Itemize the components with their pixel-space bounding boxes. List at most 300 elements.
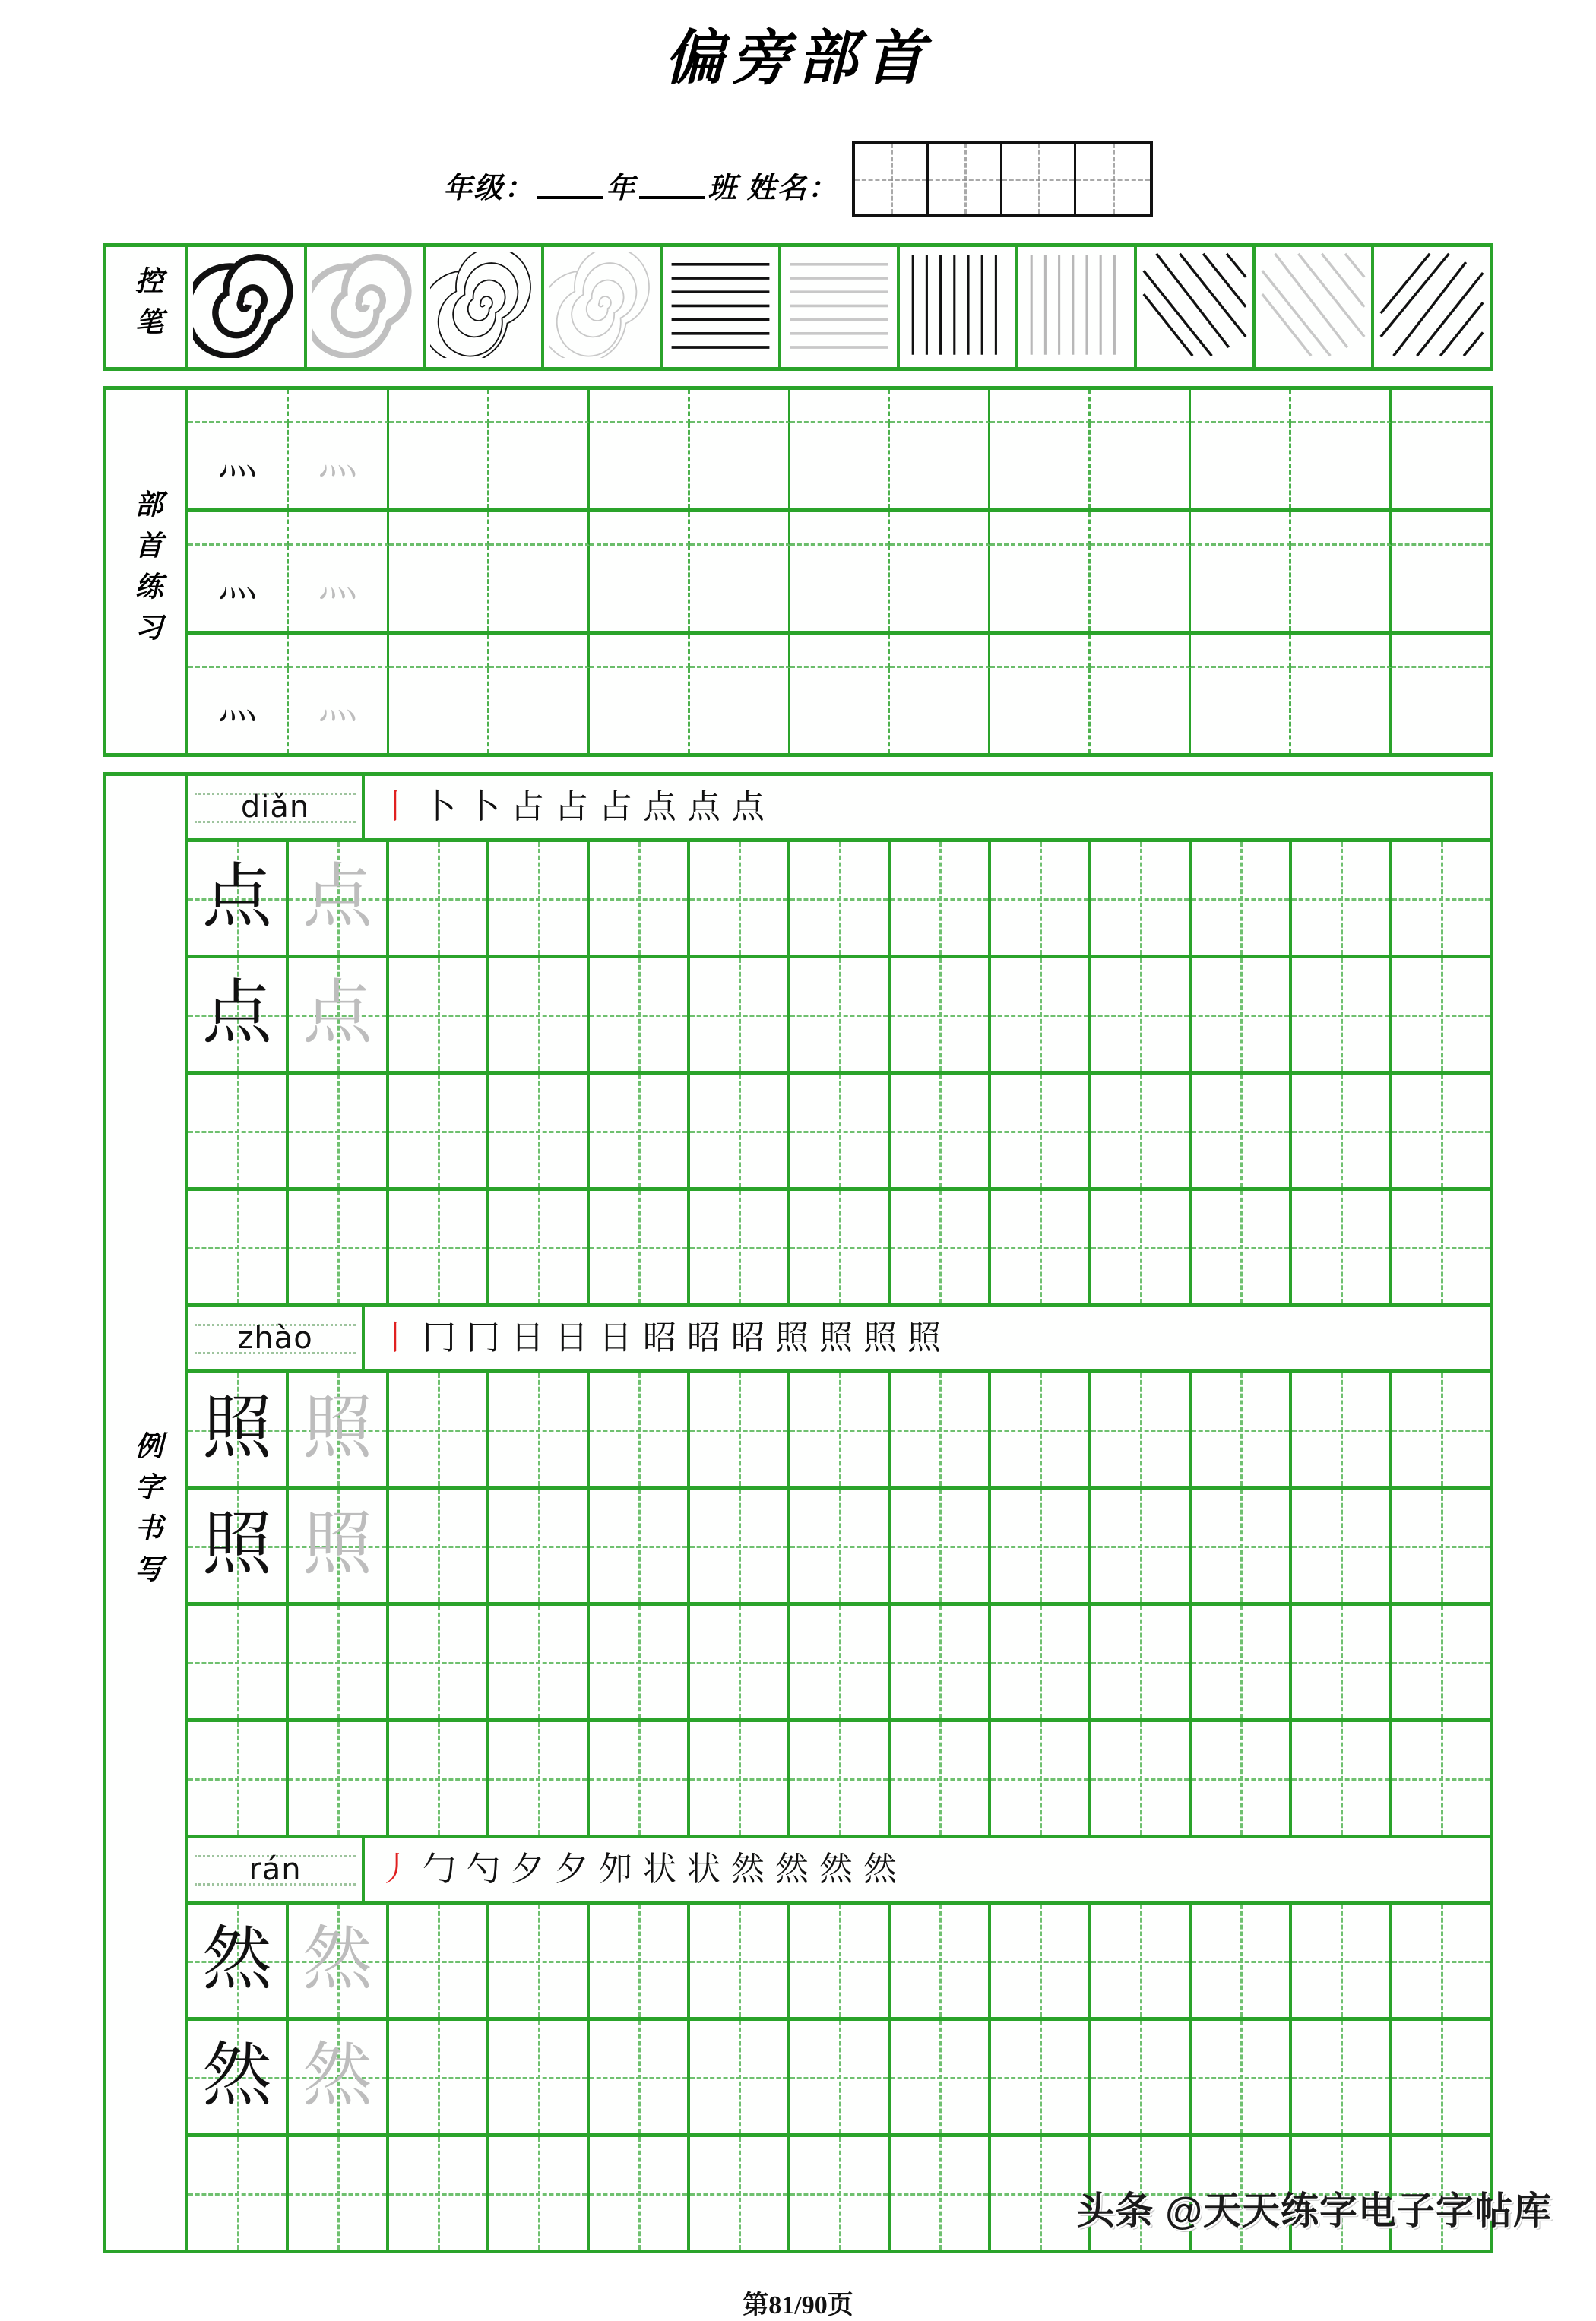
char-cell[interactable]	[389, 2021, 489, 2133]
radical-cell[interactable]	[1291, 635, 1392, 668]
radical-cell[interactable]	[790, 512, 891, 546]
radical-cell[interactable]	[590, 512, 690, 546]
char-practice-row	[188, 958, 1490, 1071]
radical-cell[interactable]	[1291, 390, 1392, 423]
radical-cell[interactable]	[890, 668, 990, 753]
char-cell[interactable]	[590, 2137, 690, 2250]
char-cell[interactable]	[1192, 1905, 1292, 2017]
pen-cell-diagonal-back-dark[interactable]	[1137, 247, 1256, 367]
radical-cell[interactable]	[289, 390, 389, 423]
radical-cell[interactable]	[690, 512, 790, 546]
char-glyph-dark: 然	[201, 2037, 272, 2114]
char-cell[interactable]	[690, 1722, 790, 1835]
spiral-fine-dark-icon	[430, 252, 537, 358]
page-title: 偏旁部首	[663, 25, 932, 91]
stroke-order-row-zhao	[188, 1307, 1490, 1373]
char-practice-row	[188, 1373, 1490, 1486]
char-cell[interactable]	[1292, 1490, 1392, 1602]
radical-cell[interactable]	[489, 546, 590, 631]
char-cell[interactable]	[1091, 1722, 1192, 1835]
char-cell[interactable]	[489, 1490, 590, 1602]
radical-cell[interactable]	[1191, 512, 1291, 546]
char-cell-trace[interactable]	[289, 958, 389, 1071]
char-cell-model[interactable]	[188, 958, 289, 1071]
example-writing-label-text: 例字书写	[130, 1430, 161, 1595]
char-blank-row	[188, 1722, 1490, 1835]
radical-cell[interactable]	[1392, 390, 1490, 423]
pen-control-block	[103, 243, 1493, 371]
char-cell[interactable]	[590, 1373, 690, 1486]
radical-cell[interactable]	[990, 668, 1091, 753]
pen-cell-diagonal-fwd-dark[interactable]	[1374, 247, 1490, 367]
radical-cell[interactable]	[890, 512, 990, 546]
char-blank-group	[188, 1191, 1490, 1307]
char-cell[interactable]	[1392, 1722, 1490, 1835]
char-cell[interactable]	[790, 1722, 891, 1835]
stroke-step: 卜	[423, 788, 456, 825]
stroke-step: 然	[863, 1851, 897, 1888]
radical-cell[interactable]	[690, 668, 790, 753]
char-cell[interactable]	[1392, 958, 1490, 1071]
char-cell[interactable]	[1091, 842, 1192, 955]
char-cell[interactable]	[289, 1722, 389, 1835]
char-cell[interactable]	[489, 1373, 590, 1486]
radical-cell[interactable]	[1392, 546, 1490, 631]
char-cell[interactable]	[489, 2137, 590, 2250]
stroke-step: 占	[511, 788, 544, 825]
radical-cell[interactable]	[1191, 423, 1291, 508]
radical-cell[interactable]	[1291, 423, 1392, 508]
name-cell[interactable]	[929, 144, 1002, 214]
char-cell[interactable]	[991, 1075, 1091, 1187]
char-cell[interactable]	[389, 2137, 489, 2250]
char-cell[interactable]	[1192, 1722, 1292, 1835]
char-cell[interactable]	[690, 2021, 790, 2133]
char-cell[interactable]	[289, 2137, 389, 2250]
radical-cell[interactable]	[590, 390, 690, 423]
radical-cell[interactable]	[790, 635, 891, 668]
radical-cell[interactable]	[590, 668, 690, 753]
radical-cell[interactable]	[690, 423, 790, 508]
char-cell[interactable]	[590, 2021, 690, 2133]
char-cell-model[interactable]	[188, 2021, 289, 2133]
spiral-thick-dark-icon	[193, 252, 299, 358]
char-practice-group-zhao	[188, 1373, 1490, 1490]
pinyin-cell-zhao	[188, 1307, 365, 1369]
char-cell[interactable]	[991, 1606, 1091, 1718]
char-cell-model[interactable]	[188, 1905, 289, 2017]
name-cell[interactable]	[855, 144, 929, 214]
radical-glyph-faint: 灬	[318, 684, 358, 727]
char-cell[interactable]	[489, 1905, 590, 2017]
radical-cell-trace[interactable]	[289, 668, 389, 753]
radical-cell[interactable]	[690, 390, 790, 423]
char-cell[interactable]	[289, 1075, 389, 1187]
name-boxes[interactable]	[852, 141, 1153, 217]
char-cell[interactable]	[790, 1905, 891, 2017]
radical-glyph-dark: 灬	[217, 439, 258, 483]
stroke-step: 照	[819, 1319, 853, 1357]
char-cell[interactable]	[1091, 1606, 1192, 1718]
char-cell[interactable]	[790, 2021, 891, 2133]
watermark: 头条 @天天练字电子字帖库	[1076, 2190, 1552, 2232]
stroke-step: 勺	[467, 1851, 500, 1888]
char-cell[interactable]	[891, 842, 991, 955]
char-cell[interactable]	[1392, 1905, 1490, 2017]
char-cell[interactable]	[1392, 1075, 1490, 1187]
char-cell[interactable]	[1292, 2021, 1392, 2133]
radical-cell[interactable]	[990, 423, 1091, 508]
stroke-step: 然	[731, 1851, 765, 1888]
horizontal-lines-dark-icon	[667, 252, 774, 358]
char-practice-row	[188, 1490, 1490, 1602]
example-writing-block	[103, 772, 1493, 2253]
char-cell[interactable]	[1091, 1905, 1192, 2017]
char-cell[interactable]	[891, 958, 991, 1071]
char-cell[interactable]	[891, 1373, 991, 1486]
stroke-step: 照	[775, 1319, 809, 1357]
diagonal-back-dark-icon	[1142, 252, 1248, 358]
char-cell[interactable]	[790, 1373, 891, 1486]
char-cell[interactable]	[188, 2137, 289, 2250]
char-cell[interactable]	[690, 1606, 790, 1718]
radical-cell[interactable]	[790, 668, 891, 753]
stroke-step: 昭	[687, 1319, 720, 1357]
char-cell[interactable]	[489, 2021, 590, 2133]
radical-cell[interactable]	[790, 390, 891, 423]
radical-cell[interactable]	[389, 512, 489, 546]
char-glyph-dark: 然	[201, 1920, 272, 1998]
char-cell[interactable]	[389, 1191, 489, 1303]
radical-cell[interactable]	[990, 512, 1091, 546]
radical-cell[interactable]	[1392, 512, 1490, 546]
grade-blank[interactable]	[537, 196, 603, 199]
char-cell[interactable]	[188, 1191, 289, 1303]
radical-cell[interactable]	[990, 390, 1091, 423]
char-cell[interactable]	[389, 1075, 489, 1187]
char-cell[interactable]	[1192, 2021, 1292, 2133]
radical-cell[interactable]	[590, 546, 690, 631]
char-cell[interactable]	[289, 1191, 389, 1303]
char-glyph-faint: 然	[302, 1920, 372, 1998]
radical-cell-trace[interactable]	[289, 423, 389, 508]
char-cell-model[interactable]	[188, 1490, 289, 1602]
char-cell[interactable]	[489, 1722, 590, 1835]
radical-cell[interactable]	[790, 423, 891, 508]
radical-cell-trace[interactable]	[289, 546, 389, 631]
char-cell[interactable]	[389, 1490, 489, 1602]
radical-cell[interactable]	[1191, 390, 1291, 423]
char-cell-trace[interactable]	[289, 2021, 389, 2133]
char-glyph-dark: 照	[201, 1506, 272, 1583]
radical-cell[interactable]	[990, 546, 1091, 631]
radical-cell[interactable]	[1091, 668, 1191, 753]
stroke-step: 丨	[378, 1319, 412, 1357]
char-cell[interactable]	[1392, 1606, 1490, 1718]
radical-cell[interactable]	[489, 668, 590, 753]
spiral-fine-faint-icon	[549, 252, 655, 358]
radical-cell[interactable]	[489, 390, 590, 423]
char-cell[interactable]	[389, 1722, 489, 1835]
char-cell[interactable]	[790, 1075, 891, 1187]
char-cell[interactable]	[991, 1191, 1091, 1303]
char-blank-row	[188, 1606, 1490, 1718]
radical-cell[interactable]	[590, 635, 690, 668]
radical-cell[interactable]	[1392, 668, 1490, 753]
radical-cell[interactable]	[790, 546, 891, 631]
radical-cell[interactable]	[1291, 546, 1392, 631]
spiral-thick-faint-icon	[312, 252, 418, 358]
radical-cell[interactable]	[389, 668, 489, 753]
char-cell[interactable]	[1392, 1373, 1490, 1486]
radical-cell[interactable]	[188, 390, 289, 423]
radical-cell[interactable]	[489, 512, 590, 546]
radical-upper-band	[188, 390, 1490, 423]
char-cell[interactable]	[1392, 1490, 1490, 1602]
char-cell[interactable]	[790, 842, 891, 955]
char-cell[interactable]	[690, 1905, 790, 2017]
char-cell-trace[interactable]	[289, 1373, 389, 1486]
pen-cell-spiral-thick-faint[interactable]	[307, 247, 426, 367]
char-cell[interactable]	[1091, 1490, 1192, 1602]
char-cell[interactable]	[389, 842, 489, 955]
char-cell[interactable]	[991, 1490, 1091, 1602]
char-cell[interactable]	[590, 958, 690, 1071]
pinyin-cell-ran	[188, 1838, 365, 1901]
radical-cell[interactable]	[289, 635, 389, 668]
stroke-step: 日	[555, 1319, 588, 1357]
radical-cell-model[interactable]	[188, 668, 289, 753]
stroke-step: 点	[731, 788, 765, 825]
char-cell-model[interactable]	[188, 842, 289, 955]
radical-cell[interactable]	[1291, 512, 1392, 546]
char-cell[interactable]	[489, 1075, 590, 1187]
student-meta-row	[0, 141, 1596, 217]
char-cell[interactable]	[690, 1191, 790, 1303]
char-cell[interactable]	[790, 2137, 891, 2250]
radical-cell[interactable]	[188, 512, 289, 546]
char-glyph-faint: 照	[302, 1506, 372, 1583]
char-cell[interactable]	[1392, 2021, 1490, 2133]
char-cell[interactable]	[489, 958, 590, 1071]
char-cell[interactable]	[1292, 1191, 1392, 1303]
char-cell[interactable]	[389, 1606, 489, 1718]
radical-cell[interactable]	[389, 423, 489, 508]
char-cell[interactable]	[389, 958, 489, 1071]
radical-cell[interactable]	[690, 635, 790, 668]
stroke-step: 状	[643, 1851, 676, 1888]
char-cell[interactable]	[991, 1905, 1091, 2017]
radical-cell[interactable]	[1191, 668, 1291, 753]
char-cell[interactable]	[690, 958, 790, 1071]
char-cell[interactable]	[590, 1905, 690, 2017]
char-cell[interactable]	[991, 958, 1091, 1071]
char-cell[interactable]	[289, 1606, 389, 1718]
char-cell[interactable]	[1292, 1075, 1392, 1187]
name-cell[interactable]	[1076, 144, 1150, 214]
radical-cell[interactable]	[590, 423, 690, 508]
char-cell[interactable]	[1292, 1606, 1392, 1718]
char-cell[interactable]	[790, 1490, 891, 1602]
char-cell[interactable]	[489, 1606, 590, 1718]
radical-cell[interactable]	[289, 512, 389, 546]
char-cell-model[interactable]	[188, 1373, 289, 1486]
stroke-sequence-ran	[365, 1838, 1490, 1901]
radical-cell[interactable]	[1392, 635, 1490, 668]
pen-cell-spiral-thick-dark[interactable]	[188, 247, 307, 367]
stroke-step: 夕	[511, 1851, 544, 1888]
char-cell[interactable]	[1192, 1490, 1292, 1602]
char-cell[interactable]	[489, 842, 590, 955]
char-practice-group-dian	[188, 958, 1490, 1075]
char-cell-trace[interactable]	[289, 1905, 389, 2017]
stroke-step: 昭	[731, 1319, 765, 1357]
char-cell[interactable]	[891, 1075, 991, 1187]
char-cell[interactable]	[389, 1905, 489, 2017]
char-cell[interactable]	[1091, 1191, 1192, 1303]
pen-cell-spiral-fine-faint[interactable]	[544, 247, 663, 367]
char-cell[interactable]	[590, 1490, 690, 1602]
radical-cell[interactable]	[1091, 512, 1191, 546]
char-cell-trace[interactable]	[289, 1490, 389, 1602]
char-cell[interactable]	[1192, 1191, 1292, 1303]
pen-cell-vertical-dark[interactable]	[900, 247, 1018, 367]
stroke-step: 勹	[423, 1851, 456, 1888]
radical-cell[interactable]	[690, 546, 790, 631]
class-blank[interactable]	[639, 196, 705, 199]
radical-cell[interactable]	[389, 390, 489, 423]
char-cell[interactable]	[690, 842, 790, 955]
example-writing-label	[106, 776, 188, 2250]
char-blank-group	[188, 1606, 1490, 1722]
radical-practice-body	[106, 390, 1490, 753]
radical-cell[interactable]	[1291, 668, 1392, 753]
char-cell[interactable]	[690, 1075, 790, 1187]
radical-cell[interactable]	[1191, 546, 1291, 631]
radical-cell[interactable]	[1392, 423, 1490, 508]
radical-cell[interactable]	[1091, 423, 1191, 508]
radical-cell-model[interactable]	[188, 546, 289, 631]
pen-cell-vertical-faint[interactable]	[1018, 247, 1137, 367]
char-cell[interactable]	[891, 1490, 991, 1602]
char-cell[interactable]	[1091, 1075, 1192, 1187]
char-cell[interactable]	[891, 1905, 991, 2017]
char-cell[interactable]	[1192, 1373, 1292, 1486]
stroke-step: 夕	[555, 1851, 588, 1888]
stroke-step: 点	[643, 788, 676, 825]
diagonal-forward-dark-icon	[1379, 252, 1485, 358]
char-cell[interactable]	[690, 1373, 790, 1486]
char-cell[interactable]	[991, 842, 1091, 955]
char-cell[interactable]	[489, 1191, 590, 1303]
char-cell[interactable]	[1292, 1905, 1392, 2017]
pen-control-row	[106, 247, 1490, 367]
char-cell[interactable]	[590, 1606, 690, 1718]
char-cell[interactable]	[690, 2137, 790, 2250]
char-cell[interactable]	[991, 1722, 1091, 1835]
radical-cell[interactable]	[1091, 390, 1191, 423]
char-cell[interactable]	[690, 1490, 790, 1602]
radical-cell[interactable]	[1091, 635, 1191, 668]
char-cell[interactable]	[891, 1191, 991, 1303]
char-cell[interactable]	[790, 958, 891, 1071]
char-cell[interactable]	[1392, 842, 1490, 955]
char-cell[interactable]	[188, 1722, 289, 1835]
char-cell[interactable]	[991, 2021, 1091, 2133]
radical-cell[interactable]	[188, 635, 289, 668]
radical-cell[interactable]	[489, 635, 590, 668]
pen-cell-spiral-fine-dark[interactable]	[426, 247, 544, 367]
char-cell[interactable]	[590, 1191, 690, 1303]
char-cell[interactable]	[891, 1606, 991, 1718]
char-cell[interactable]	[188, 1606, 289, 1718]
stroke-step: 冂	[423, 1319, 456, 1357]
char-cell[interactable]	[1192, 842, 1292, 955]
char-cell[interactable]	[891, 2021, 991, 2133]
pen-cell-horizontal-dark[interactable]	[663, 247, 781, 367]
radical-cell[interactable]	[489, 423, 590, 508]
char-cell[interactable]	[790, 1191, 891, 1303]
char-cell[interactable]	[1292, 1722, 1392, 1835]
radical-cell[interactable]	[1091, 546, 1191, 631]
char-cell[interactable]	[790, 1606, 891, 1718]
char-cell[interactable]	[1192, 1606, 1292, 1718]
radical-glyph-band	[188, 423, 1490, 508]
char-cell[interactable]	[891, 1722, 991, 1835]
pen-cell-horizontal-faint[interactable]	[781, 247, 900, 367]
radical-cell[interactable]	[890, 635, 990, 668]
char-cell[interactable]	[1292, 958, 1392, 1071]
char-cell[interactable]	[1091, 1373, 1192, 1486]
char-cell[interactable]	[590, 842, 690, 955]
char-cell[interactable]	[1192, 1075, 1292, 1187]
radical-cell-model[interactable]	[188, 423, 289, 508]
vertical-lines-dark-icon	[904, 252, 1011, 358]
char-cell[interactable]	[1091, 2021, 1192, 2133]
stroke-step: 丨	[378, 788, 412, 825]
char-glyph-dark: 照	[201, 1389, 272, 1467]
radical-cell[interactable]	[389, 546, 489, 631]
radical-cell[interactable]	[1191, 635, 1291, 668]
name-cell[interactable]	[1002, 144, 1076, 214]
char-cell[interactable]	[1392, 1191, 1490, 1303]
char-cell[interactable]	[991, 1373, 1091, 1486]
radical-glyph-faint: 灬	[318, 562, 358, 605]
radical-cell[interactable]	[890, 423, 990, 508]
char-cell-trace[interactable]	[289, 842, 389, 955]
char-cell[interactable]	[1292, 842, 1392, 955]
radical-cell[interactable]	[890, 546, 990, 631]
pen-cell-diagonal-back-faint[interactable]	[1256, 247, 1374, 367]
char-cell[interactable]	[590, 1075, 690, 1187]
char-glyph-faint: 点	[302, 974, 372, 1052]
char-cell[interactable]	[891, 2137, 991, 2250]
page-footer	[0, 2284, 1596, 2321]
radical-cell[interactable]	[890, 390, 990, 423]
pen-control-label-text: 控笔	[130, 266, 162, 348]
radical-cell[interactable]	[990, 635, 1091, 668]
char-cell[interactable]	[389, 1373, 489, 1486]
char-cell[interactable]	[1192, 958, 1292, 1071]
char-cell[interactable]	[1091, 958, 1192, 1071]
horizontal-lines-faint-icon	[786, 252, 892, 358]
char-cell[interactable]	[1292, 1373, 1392, 1486]
char-cell[interactable]	[188, 1075, 289, 1187]
stroke-step: 丿	[378, 1851, 412, 1888]
char-cell[interactable]	[590, 1722, 690, 1835]
stroke-step: 日	[599, 1319, 632, 1357]
radical-cell[interactable]	[389, 635, 489, 668]
